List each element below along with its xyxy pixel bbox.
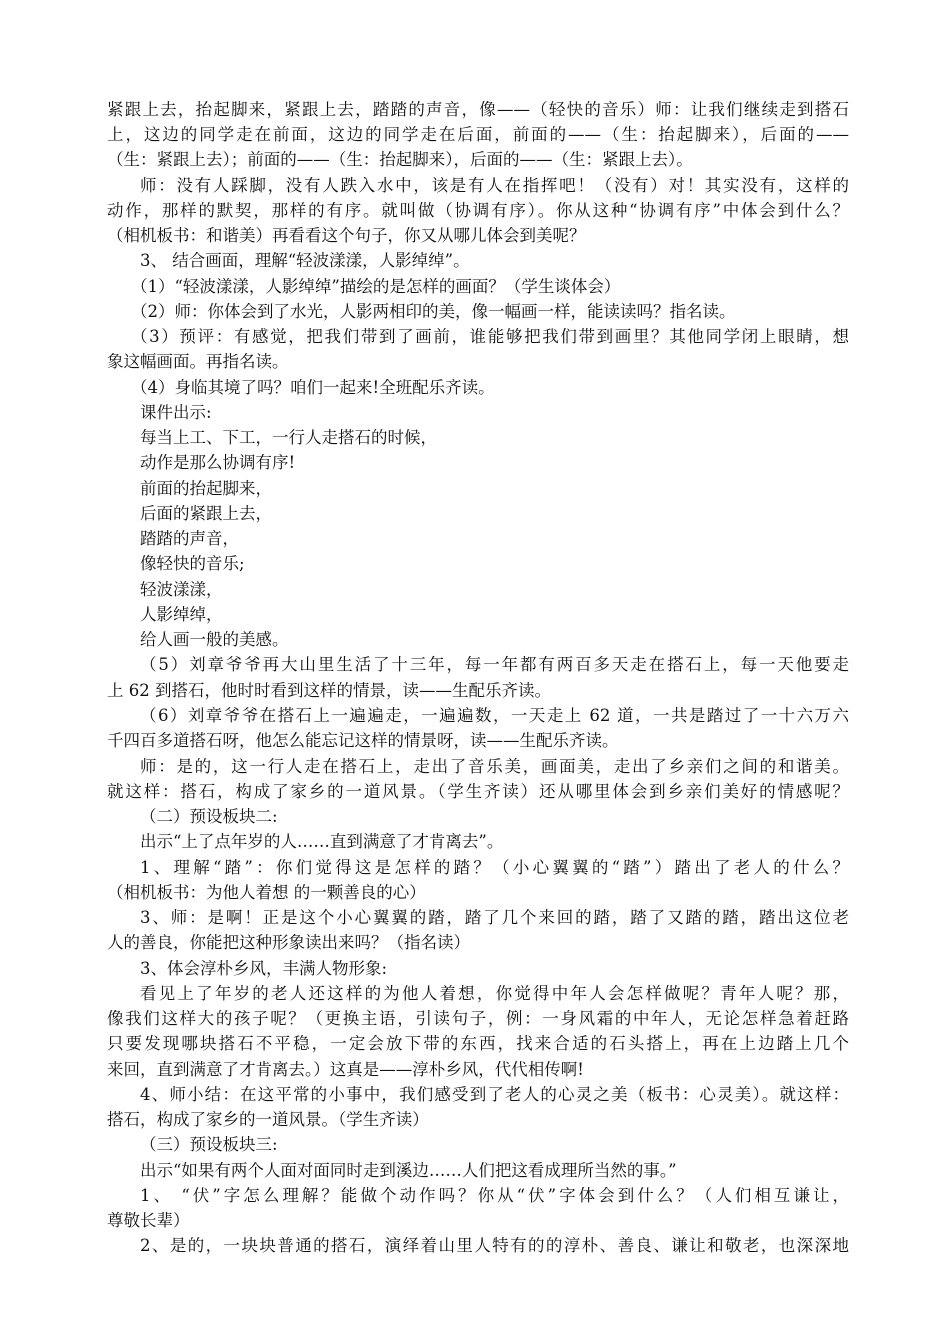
text-line: 3、师：是啊！正是这个小心翼翼的踏，踏了几个来回的踏，踏了又踏的踏，踏出这位老 [140, 908, 849, 927]
text-line: 课件出示: [140, 403, 212, 422]
text-line: 千四百多道搭石呀，他怎么能忘记这样的情景呀，读——生配乐齐读。 [107, 731, 619, 750]
text-line: 出示“如果有两个人面对面同时走到溪边……人们把这看成理所当然的事。” [140, 1161, 677, 1180]
text-line: 尊敬长辈） [107, 1211, 190, 1230]
text-line: 像我们这样大的孩子呢？（更换主语，引读句子，例：一身风霜的中年人，无论怎样急着赶路 [107, 1009, 849, 1028]
text-line: 看见上了年岁的老人还这样的为他人着想，你觉得中年人会怎样做呢？青年人呢？那， [140, 984, 849, 1003]
text-line: （5）刘章爷爷再大山里生活了十三年，每一年都有两百多天走在搭石上，每一天他要走 [140, 655, 849, 674]
poem-line: 每当上工、下工，一行人走搭石的时候， [140, 428, 437, 447]
section-heading: （三）预设板块三: [140, 1135, 278, 1154]
text-line: 人的善良，你能把这种形象读出来吗？（指名读） [107, 933, 470, 952]
section-heading: （二）预设板块二: [140, 807, 278, 826]
text-line: 象这幅画面。再指名读。 [107, 352, 289, 371]
poem-line: 给人画一般的美感。 [140, 630, 289, 649]
text-line: 1、理解“踏”：你们觉得这是怎样的踏？（小心翼翼的“踏”）踏出了老人的什么？ [140, 858, 849, 877]
poem-line: 人影绰绰， [140, 605, 223, 624]
text-line: （3）预评：有感觉，把我们带到了画前，谁能够把我们带到画里？其他同学闭上眼睛，想 [131, 327, 849, 346]
text-line: 上 62 到搭石，他时时看到这样的情景，读——生配乐齐读。 [107, 681, 551, 700]
text-line: 来回，直到满意了才肯离去。）这真是——淳朴乡风，代代相传啊! [107, 1060, 584, 1079]
text-line: 紧跟上去，抬起脚来，紧跟上去，踏踏的声音，像——（轻快的音乐）师：让我们继续走到搭石 [107, 100, 849, 119]
text-line: （2）师：你体会到了水光，人影两相印的美，像一幅画一样，能读读吗？指名读。 [131, 302, 736, 321]
text-line: 动作，那样的默契，那样的有序。就叫做（协调有序）。你从这种“协调有序”中体会到什么？ [107, 201, 849, 220]
text-line: 2、是的，一块块普通的搭石，演绎着山里人特有的的淳朴、善良、谦让和敬老，也深深地 [140, 1236, 849, 1255]
text-line: （1）“轻波漾漾，人影绰绰”描绘的是怎样的画面？（学生谈体会） [131, 277, 621, 296]
section-heading: 3、 结合画面，理解“轻波漾漾，人影绰绰”。 [140, 251, 470, 270]
text-line: 4、师小结：在这平常的小事中，我们感受到了老人的心灵之美（板书：心灵美）。就这样： [140, 1085, 849, 1104]
text-line: 师：是的，这一行人走在搭石上，走出了音乐美，画面美，走出了乡亲们之间的和谐美。 [140, 757, 849, 776]
poem-line: 后面的紧跟上去， [140, 504, 272, 523]
poem-line: 踏踏的声音， [140, 529, 239, 548]
text-line: （相机板书：为他人着想 的一颗善良的心） [107, 883, 426, 902]
text-line: 出示“上了点年岁的人……直到满意了才肯离去”。 [140, 832, 504, 851]
poem-line: 前面的抬起脚来， [140, 479, 272, 498]
text-line: 就这样：搭石，构成了家乡的一道风景。（学生齐读）还从哪里体会到乡亲们美好的情感呢？ [107, 782, 849, 801]
poem-line: 动作是那么协调有序! [140, 453, 296, 472]
poem-line: 轻波漾漾， [140, 580, 223, 599]
text-line: 师：没有人踩脚，没有人跌入水中，该是有人在指挥吧！（没有）对！其实没有，这样的 [140, 176, 849, 195]
text-line: 搭石，构成了家乡的一道风景。（学生齐读） [107, 1110, 429, 1129]
text-line: 3、体会淳朴乡风，丰满人物形象: [140, 959, 388, 978]
text-line: 1、 “伏”字怎么理解？能做个动作吗？你从“伏”字体会到什么？（人们相互谦让， [140, 1186, 849, 1205]
poem-line: 像轻快的音乐; [140, 554, 245, 573]
text-line: 上，这边的同学走在前面，这边的同学走在后面，前面的——（生：抬起脚来），后面的—— [107, 125, 849, 144]
text-line: （生：紧跟上去）；前面的——（生：抬起脚来），后面的——（生：紧跟上去）。 [107, 150, 693, 169]
text-line: （相机板书：和谐美）再看看这个句子，你又从哪儿体会到美呢？ [107, 226, 586, 245]
text-line: （6）刘章爷爷在搭石上一遍遍走，一遍遍数，一天走上 62 道，一共是踏过了一十六万六 [140, 706, 849, 725]
text-line: 只要发现哪块搭石不平稳，一定会放下带的东西，找来合适的石头搭上，再在上边踏上几个 [107, 1034, 849, 1053]
text-line: （4）身临其境了吗？咱们一起来!全班配乐齐读。 [131, 378, 495, 397]
